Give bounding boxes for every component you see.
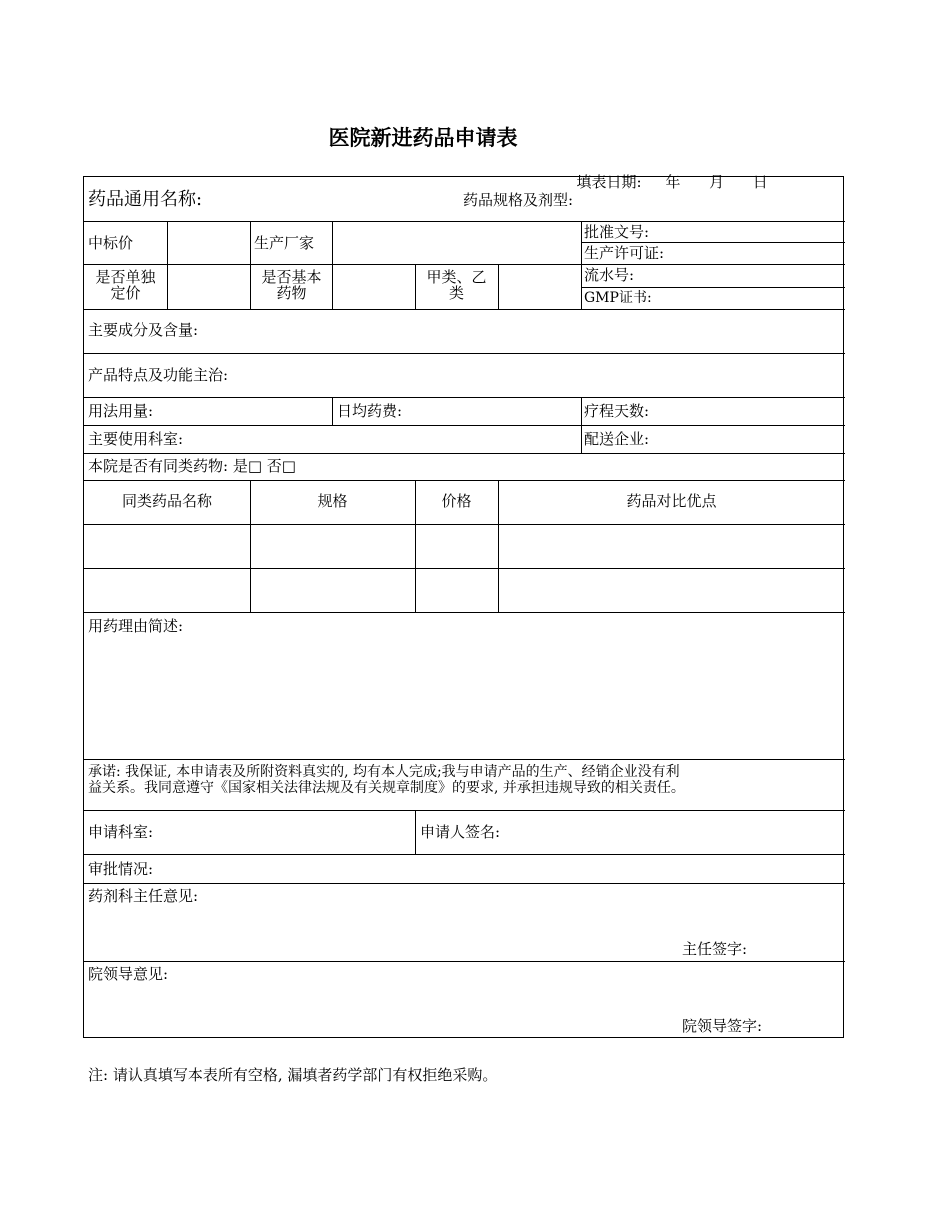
pharmacy-opinion-label: 药剂科主任意见:: [88, 887, 199, 905]
comparison-header-spec: 规格: [317, 492, 348, 510]
applicant-dept-label: 申请科室:: [88, 823, 154, 841]
application-form: [83, 176, 844, 1038]
page-title: 医院新进药品申请表: [328, 126, 518, 150]
ingredients-label: 主要成分及含量:: [88, 321, 199, 339]
main-dept-label: 主要使用科室:: [88, 430, 184, 448]
promise-statement: 承诺: 我保证, 本申请表及所附资料真实的, 均有本人完成;我与申请产品的生产、经销企业没有利 益关系。我同意遵守《国家相关法律法规及有关规章制度》的要求, 并承担违规导致的相关责任。: [88, 764, 685, 796]
bid-price-label: 中标价: [88, 234, 134, 252]
distributor-label: 配送企业:: [584, 430, 650, 448]
reason-label: 用药理由简述:: [88, 617, 184, 635]
similar-drug-question: 本院是否有同类药物: 是□ 否□: [88, 457, 296, 475]
approval-no-label: 批准文号:: [584, 223, 650, 241]
dosage-label: 用法用量:: [88, 402, 154, 420]
day-label: 日: [752, 173, 768, 191]
applicant-signature-label: 申请人签名:: [420, 823, 501, 841]
features-label: 产品特点及功能主治:: [88, 366, 229, 384]
generic-name-label: 药品通用名称:: [88, 189, 203, 210]
leader-opinion-label: 院领导意见:: [88, 965, 169, 983]
spec-form-label: 药品规格及剂型:: [463, 191, 574, 209]
pharmacy-signature-label: 主任签字:: [682, 940, 748, 958]
class-ab-label: 甲类、乙 类: [426, 268, 487, 302]
year-label: 年: [665, 173, 681, 191]
serial-no-label: 流水号:: [584, 266, 635, 284]
production-license-label: 生产许可证:: [584, 244, 665, 262]
approval-status-label: 审批情况:: [88, 860, 154, 878]
fill-date-label: 填表日期:: [576, 173, 642, 191]
footnote: 注: 请认真填写本表所有空格, 漏填者药学部门有权拒绝采购。: [88, 1066, 498, 1084]
daily-cost-label: 日均药费:: [337, 402, 403, 420]
course-days-label: 疗程天数:: [584, 402, 650, 420]
comparison-header-advantage: 药品对比优点: [626, 492, 717, 510]
leader-signature-label: 院领导签字:: [682, 1017, 763, 1035]
gmp-cert-label: GMP证书:: [584, 290, 652, 306]
essential-drug-label: 是否基本 药物: [261, 268, 322, 302]
month-label: 月: [709, 173, 725, 191]
comparison-header-name: 同类药品名称: [121, 492, 212, 510]
manufacturer-label: 生产厂家: [254, 234, 315, 252]
comparison-header-price: 价格: [441, 492, 472, 510]
separate-pricing-label: 是否单独 定价: [95, 268, 156, 302]
